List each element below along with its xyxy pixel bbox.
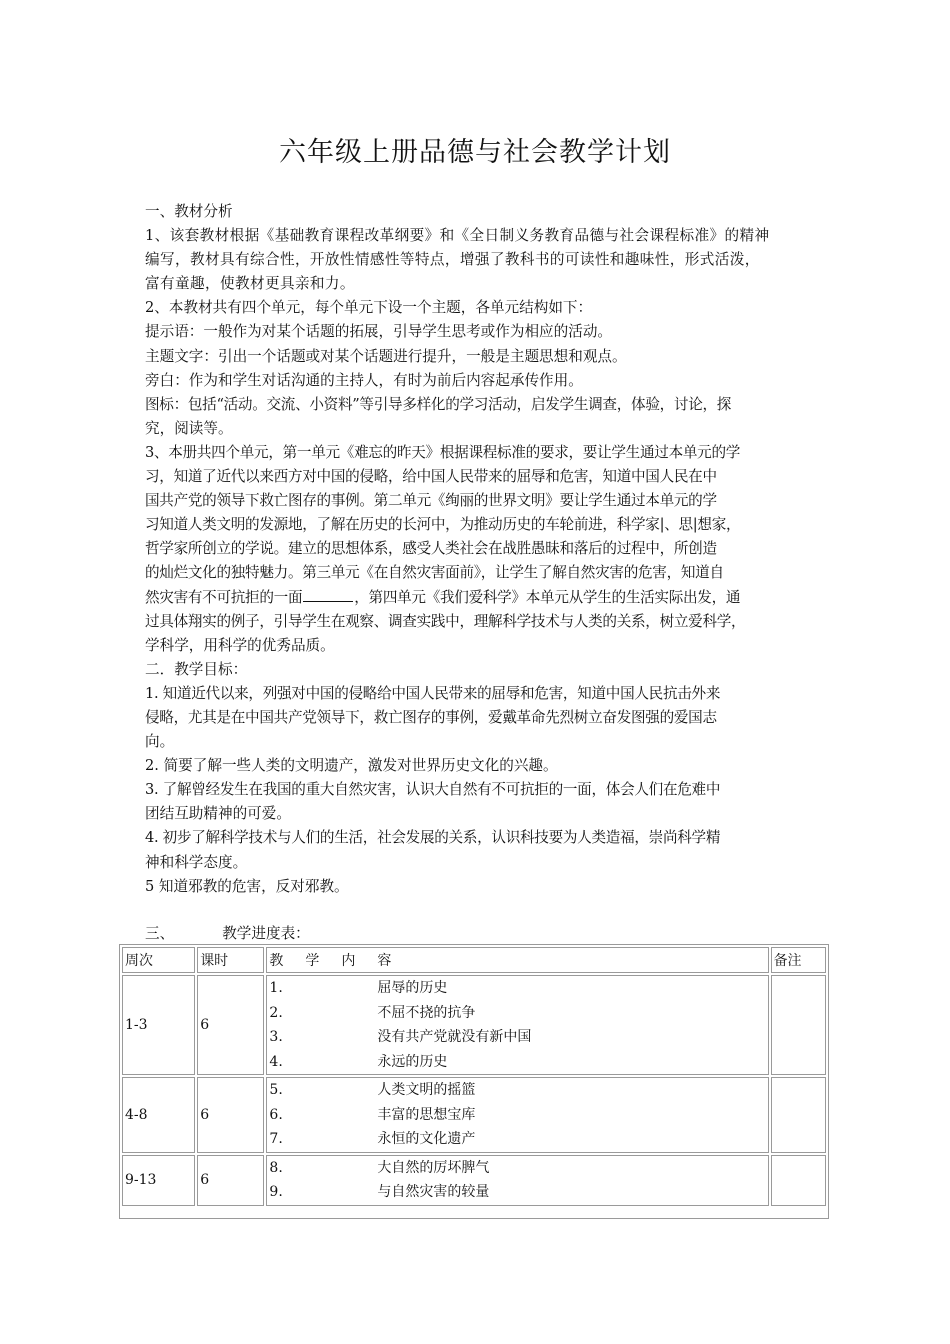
lessons-cell [266, 1155, 768, 1206]
paragraph-line: 提示语：一般作为对某个话题的拓展，引导学生思考或作为相应的活动。 [145, 323, 613, 341]
week-cell: 1-3 [122, 975, 195, 1075]
paragraph-line: 旁白：作为和学生对话沟通的主持人，有时为前后内容起承传作用。 [145, 371, 583, 389]
section-heading: 二．教学目标： [145, 660, 248, 678]
paragraph-line: 主题文字：引出一个话题或对某个话题进行提升，一般是主题思想和观点。 [145, 347, 627, 365]
hours-cell: 6 [197, 1077, 264, 1153]
lesson-item: 9. 与自然灾害的较量 [269, 1184, 490, 1200]
paragraph-line: 哲学家所创立的学说。建立的思想体系，感受人类社会在战胜愚昧和落后的过程中，所创造 [145, 540, 717, 558]
note-cell [771, 1155, 826, 1206]
paragraph-line: 1、该套教材根据《基础教育课程改革纲要》和《全日制义务教育品德与社会课程标准》的精神 [145, 227, 770, 245]
paragraph-line: 2、本教材共有四个单元，每个单元下设一个主题，各单元结构如下： [145, 299, 593, 317]
header-note: 备注 [771, 947, 826, 973]
table-header-row [122, 947, 826, 973]
table-row [122, 975, 826, 1075]
lesson-item: 8. 大自然的厉坏脾气 [269, 1159, 490, 1176]
header-content: 教学内容 [266, 947, 768, 973]
goal-line: 1. 知道近代以来，列强对中国的侵略给中国人民带来的屈辱和危害，知道中国人民抗击外来 [145, 684, 721, 702]
goal-line: 侵略，尤其是在中国共产党领导下，救亡图存的事例，爱戴革命先烈树立奋发图强的爱国志 [145, 708, 717, 726]
week-cell: 9-13 [122, 1155, 195, 1206]
paragraph-line: 图标：包括“活动。交流、小资料”等引导多样化的学习活动，启发学生调查，体验，讨论，探 [145, 395, 732, 413]
lesson-item: 1. 屈辱的历史 [269, 980, 448, 996]
goal-line: 神和科学态度。 [145, 853, 248, 871]
lesson-item: 5. 人类文明的摇篮 [269, 1082, 476, 1098]
text-fragment: 然灾害有不可抗拒的一面 [145, 588, 303, 606]
header-hours: 课时 [197, 947, 264, 973]
goal-line: 5 知道邪教的危害，反对邪教。 [145, 877, 349, 895]
lesson-item: 6. 丰富的思想宝库 [269, 1106, 476, 1123]
note-cell [771, 975, 826, 1075]
paragraph-line: 富有童趣，使教材更具亲和力。 [145, 275, 355, 293]
goal-line: 3. 了解曾经发生在我国的重大自然灾害，认识大自然有不可抗拒的一面，体会人们在危难中 [145, 781, 721, 799]
text-fragment: ，第四单元《我们爱科学》本单元从学生的生活实际出发，通 [354, 588, 741, 606]
lesson-item: 7. 永恒的文化遗产 [269, 1131, 476, 1147]
table-row [122, 1155, 826, 1206]
paragraph-line: 国共产党的领导下救亡图存的事例。第二单元《绚丽的世界文明》要让学生通过本单元的学 [145, 492, 717, 510]
goal-line: 团结互助精神的可爱。 [145, 805, 291, 823]
hours-cell: 6 [197, 1155, 264, 1206]
goal-line: 2. 简要了解一些人类的文明遗产，激发对世界历史文化的兴趣。 [145, 757, 558, 775]
paragraph-line: 的灿烂文化的独特魅力。第三单元《在自然灾害面前》，让学生了解自然灾害的危害，知道自 [145, 564, 724, 582]
paragraph-line: 习，知道了近代以来西方对中国的侵略，给中国人民带来的屈辱和危害，知道中国人民在中 [145, 468, 717, 486]
section-heading [145, 922, 310, 943]
table-row [122, 1077, 826, 1153]
paragraph-line: 习知道人类文明的发源地，了解在历史的长河中，为推动历史的车轮前进，科学家|、思|想家， [145, 516, 741, 534]
header-week: 周次 [122, 947, 195, 973]
paragraph-line: 3、本册共四个单元，第一单元《难忘的昨天》根据课程标准的要求，要让学生通过本单元的学 [145, 443, 741, 461]
week-cell: 4-8 [122, 1077, 195, 1153]
hours-cell: 6 [197, 975, 264, 1075]
note-cell [771, 1077, 826, 1153]
paragraph-line: 过具体翔实的例子，引导学生在观察、调查实践中，理解科学技术与人类的关系，树立爱科学， [145, 612, 746, 630]
blank-underline [303, 587, 353, 602]
lesson-item: 4. 永远的历史 [269, 1053, 448, 1070]
lessons-cell [266, 975, 768, 1075]
page-title: 六年级上册品德与社会教学计划 [279, 137, 671, 168]
document-body [145, 200, 820, 899]
section-number: 三、 [145, 925, 175, 942]
paragraph-line: 编写，教材具有综合性，开放性情感性等特点，增强了教科书的可读性和趣味性，形式活泼， [145, 251, 760, 269]
lessons-cell [266, 1077, 768, 1153]
goal-line: 4. 初步了解科学技术与人们的生活，社会发展的关系，认识科技要为人类造福，崇尚科学精 [145, 829, 721, 847]
section-label: 教学进度表： [222, 925, 310, 942]
lesson-item: 2. 不屈不挠的抗争 [269, 1004, 476, 1021]
schedule-table [119, 944, 829, 1219]
paragraph-line: 究，阅读等。 [145, 419, 233, 437]
section-heading: 一、教材分析 [145, 203, 233, 220]
paragraph-line [145, 586, 820, 610]
lesson-item: 3. 没有共产党就没有新中国 [269, 1029, 532, 1045]
goal-line: 向。 [145, 733, 175, 751]
paragraph-line: 学科学，用科学的优秀品质。 [145, 636, 335, 654]
